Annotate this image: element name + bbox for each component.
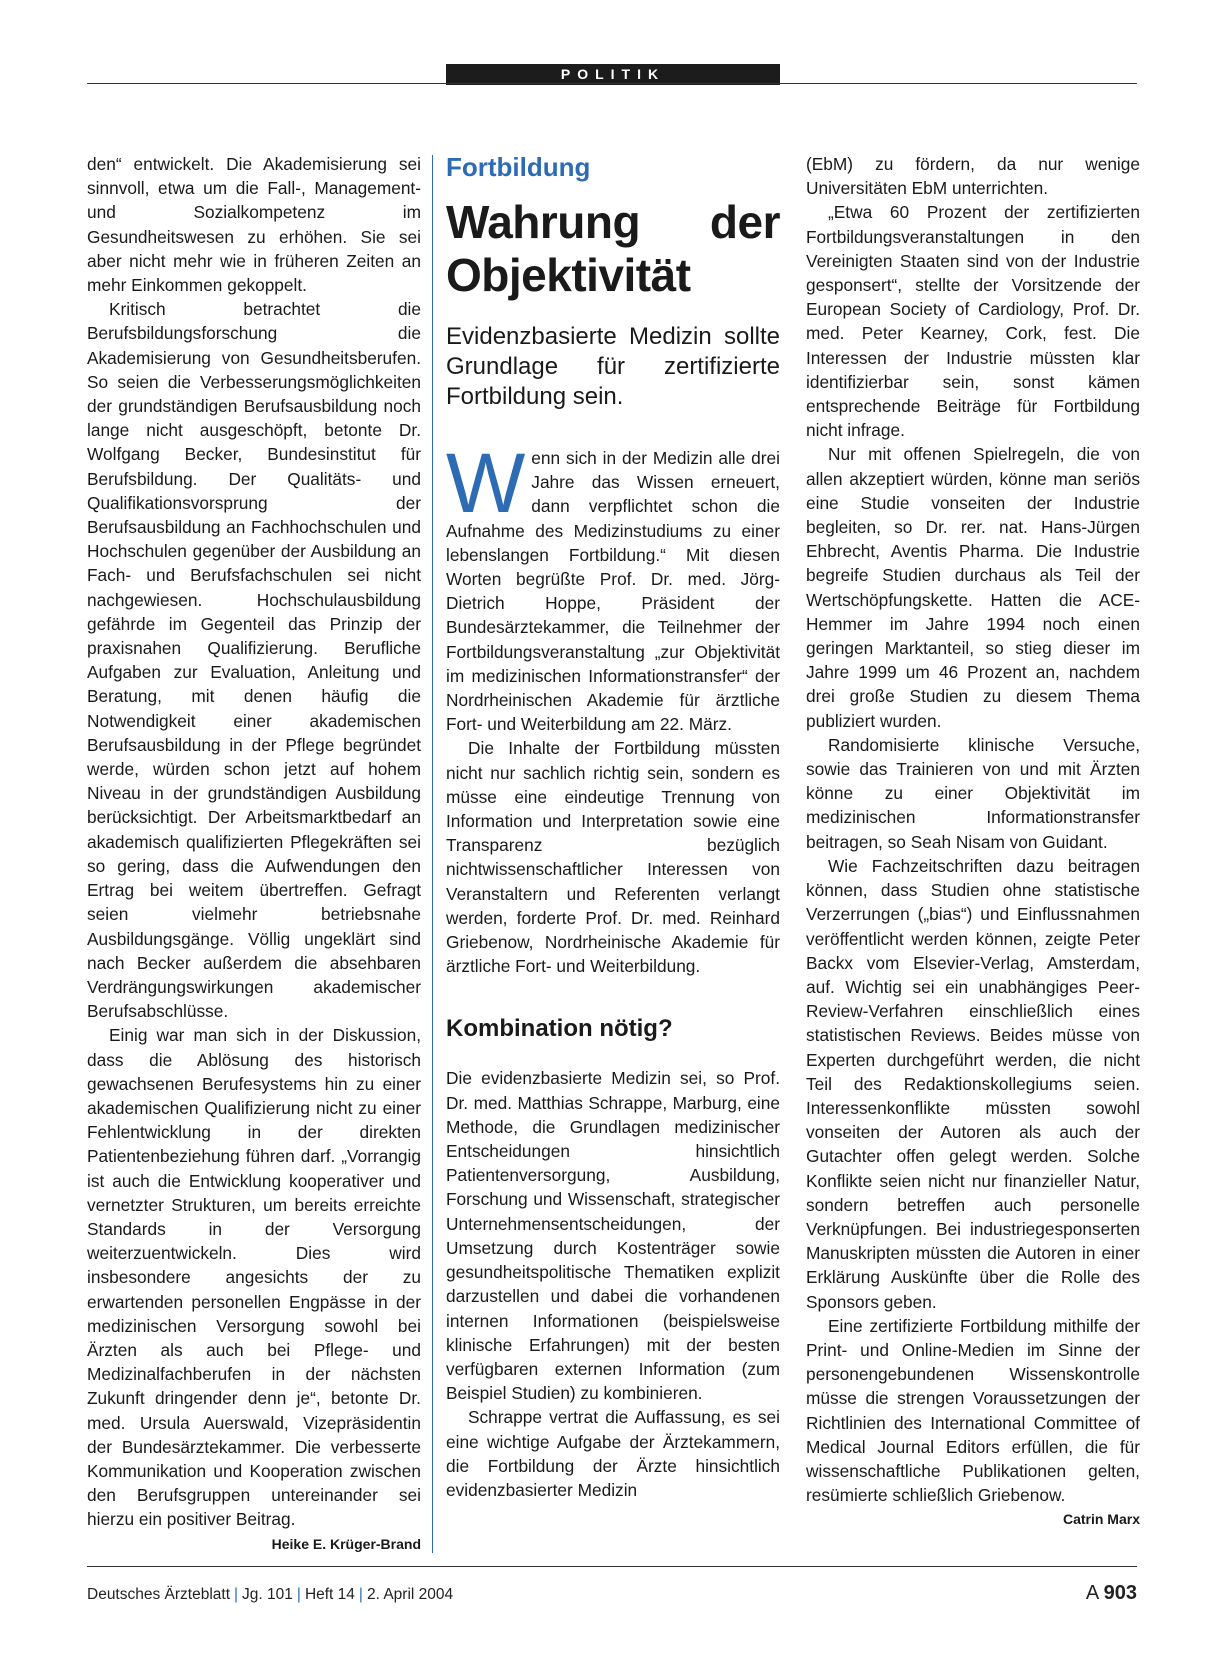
drop-cap: W <box>446 436 526 530</box>
date: 2. April 2004 <box>366 1586 454 1603</box>
column-middle <box>446 152 780 1502</box>
paragraph <box>87 1023 421 1552</box>
paragraph: Kritisch betrachtet die Berufsbildungsforschung die Akademisierung von Gesundheitsberufen. So seien die Verbesserungsmöglichkeiten der grundständigen Berufsausbildung noch lange nicht ausgeschöpft, betonte Dr. Wolfgang Becker, Bundesinstitut für Berufsbildung. Der Qualitäts- und Qualifikationsvorsprung der Berufsausbildung an Fachhochschulen und Hochschulen gegenüber der Ausbildung an Fach- und Berufsfachschulen sei nicht nachgewiesen. Hochschulausbildung gefährde im Gegenteil das Prinzip der praxisnahen Qualifizierung. Berufliche Aufgaben zur Evaluation, Anleitung und Beratung, mit denen häufig die Notwendigkeit einer akademischen Berufsausbildung in der Pflege begründet werde, würden schon jetzt auf hohem Niveau in der grundständigen Ausbildung berücksichtigt. Der Arbeitsmarktbedarf an akademisch qualifizierten Pflegekräften sei so gering, dass die Aufwendungen den Ertrag bei weitem übertreffen. Gefragt seien vielmehr betriebsnahe Ausbildungsgänge. Völlig ungeklärt sind nach Becker außerdem die absehbaren Verdrängungswirkungen akademischer Berufsabschlüsse. <box>87 299 421 1022</box>
top-rule <box>87 83 1137 84</box>
paragraph: „Etwa 60 Prozent der zertifizierten Fortbildungsveranstaltungen in den Vereinigten Staaten sind von der Industrie gesponsert“, stellte der Vorsitzende der European Society of Cardiology, Prof. Dr. med. Peter Kearney, Cork, fest. Die Interessen der Industrie müssten klar identifizierbar sein, sonst kämen entsprechende Beiträge für Fortbildung nicht infrage. <box>806 202 1140 441</box>
paragraph: (EbM) zu fördern, da nur wenige Universitäten EbM unterrichten. <box>806 154 1140 199</box>
author-byline: Catrin Marx <box>1062 1511 1140 1528</box>
author-byline: Heike E. Krüger-Brand <box>271 1535 421 1552</box>
column-divider <box>432 155 433 1553</box>
journal-name: Deutsches Ärzteblatt <box>87 1586 231 1603</box>
page-number-value: 903 <box>1103 1582 1137 1604</box>
paragraph-text: Einig war man sich in der Diskussion, dass die Ablösung des historisch gewachsenen Berufesystems hin zu einer akademischen Qualifizierung nicht zu einer Fehlentwicklung in der direkten Patientenbeziehung führen darf. „Vorrangig ist auch die Entwicklung kooperativer und vernetzter Strukturen, um bereits erreichte Standards in der Versorgung weiterzuentwickeln. Dies wird insbesondere angesichts der zu erwartenden personellen Engpässe in der medizinischen Versorgung sowohl bei Ärzten als auch bei Pflege- und Medizinalfachberufen in der nächsten Zukunft dringender denn je“, betonte Dr. med. Ursula Auerswald, Vizepräsidentin der Bundesärztekammer. Die verbesserte Kommunikation und Kooperation zwischen den Berufsgruppen untereinander sei hierzu ein positiver Beitrag. <box>87 1025 421 1530</box>
page-number <box>1086 1582 1137 1605</box>
paragraph: Wie Fachzeitschriften dazu beitragen können, dass Studien ohne statistische Verzerrungen („bias“) und Einflussnahmen veröffentlicht werden können, zeigte Peter Backx vom Elsevier-Verlag, Amsterdam, auf. Wichtig sei ein unabhängiges Peer-Review-Verfahren einschließlich eines statistischen Reviews. Beides müsse von Experten durchgeführt werden, die nicht Teil des Redaktionskollegiums seien. Interessenkonflikte müssten sowohl vonseiten der Autoren als auch der Gutachter offen gelegt werden. Solche Konflikte seien nicht nur finanzieller Natur, sondern betreffen auch personelle Verknüpfungen. Bei industriegesponserten Manuskripten müssten die Autoren in einer Erklärung Auskünfte über die Rolle des Sponsors geben. <box>806 855 1140 1312</box>
column-right <box>806 152 1140 1532</box>
paragraph: Die Inhalte der Fortbildung müssten nicht nur sachlich richtig sein, sondern es müsse eine eindeutige Trennung von Information und Interpretation sowie eine Transparenz bezüglich nichtwissenschaftlicher Interessen von Veranstaltern und Referenten verlangt werden, forderte Prof. Dr. med. Reinhard Griebenow, Nordrheinische Akademie für ärztliche Fort- und Weiterbildung. <box>446 738 780 977</box>
footer-citation: Deutsches Ärzteblatt | Jg. 101 | Heft 14 | 2. April 2004 <box>87 1586 454 1603</box>
paragraph-text: Eine zertifizierte Fortbildung mithilfe der Print- und Online-Medien im Sinne der personengebundenen Wissenskontrolle müsse die strengen Voraussetzungen der Richtlinien des International Committee of Medical Journal Editors erfüllen, die für wissenschaftliche Publikationen gelten, resümierte schließlich Griebenow. <box>806 1315 1140 1506</box>
issue: Heft 14 <box>304 1586 355 1603</box>
article-standfirst: Evidenzbasierte Medizin sollte Grundlage für zertifizierte Fortbildung sein. <box>446 323 780 410</box>
paragraph: Die evidenzbasierte Medizin sei, so Prof. Dr. med. Matthias Schrappe, Marburg, eine Methode, die Grundlagen medizinischer Entscheidungen hinsichtlich Patientenversorgung, Ausbildung, Forschung und Wissenschaft, strategischer Unternehmensentscheidungen, der Umsetzung durch Kostenträger sowie gesundheitspolitische Thematiken explizit darzustellen und dabei die vorhandenen internen Informationen (beispielsweise klinische Erfahrungen) mit der besten verfügbaren externen Information (zum Beispiel Studien) zu kombinieren. <box>446 1068 780 1404</box>
lead-paragraph <box>446 436 780 736</box>
column-left <box>87 152 421 1556</box>
subheading: Kombination nötig? <box>446 1015 673 1043</box>
article-headline: Wahrung der Objektivität <box>446 196 780 301</box>
paragraph: Randomisierte klinische Versuche, sowie das Trainieren von und mit Ärzten könne zu einer Objektivität im medizinischen Informationstransfer beitragen, so Seah Nisam von Guidant. <box>806 734 1140 852</box>
lead-text: enn sich in der Medizin alle drei Jahre das Wissen erneuert, dann verpflichtet schon die Aufnahme des Medizinstudiums zu einer lebenslangen Fortbildung.“ Mit diesen Worten begrüßte Prof. Dr. med. Jörg-Dietrich Hoppe, Präsident der Bundesärztekammer, die Teilnehmer der Fortbildungsveranstaltung „zur Objektivität im medizinischen Informationstransfer“ der Nordrheinischen Akademie für ärztliche Fort- und Weiterbildung am 22. März. <box>446 448 780 735</box>
article-rubric: Fortbildung <box>446 152 591 182</box>
bottom-rule <box>87 1566 1137 1567</box>
volume: Jg. 101 <box>242 1586 293 1603</box>
section-label: POLITIK <box>446 64 780 85</box>
paragraph: Schrappe vertrat die Auffassung, es sei eine wichtige Aufgabe der Ärztekammern, die Fortbildung der Ärzte hinsichtlich evidenzbasierter Medizin <box>446 1407 780 1500</box>
paragraph: den“ entwickelt. Die Akademisierung sei sinnvoll, etwa um die Fall-, Management- und Sozialkompetenz im Gesundheitswesen zu erhöhen. Sie sei aber nicht mehr wie in früheren Zeiten an mehr Einkommen gekoppelt. <box>87 154 421 296</box>
page-prefix: A <box>1085 1582 1099 1604</box>
paragraph: Nur mit offenen Spielregeln, die von allen akzeptiert würden, könne man seriös eine Studie vonseiten der Industrie begleiten, so Dr. rer. nat. Hans-Jürgen Ehbrecht, Aventis Pharma. Die Industrie begreife Studien durchaus als Teil der Wertschöpfungskette. Hatten die ACE-Hemmer im Jahre 1994 noch einen geringen Marktanteil, so stieg dieser im Jahre 1999 um 46 Prozent an, nachdem drei große Studien zu diesem Thema publiziert wurden. <box>806 444 1140 731</box>
paragraph <box>806 1314 1140 1528</box>
